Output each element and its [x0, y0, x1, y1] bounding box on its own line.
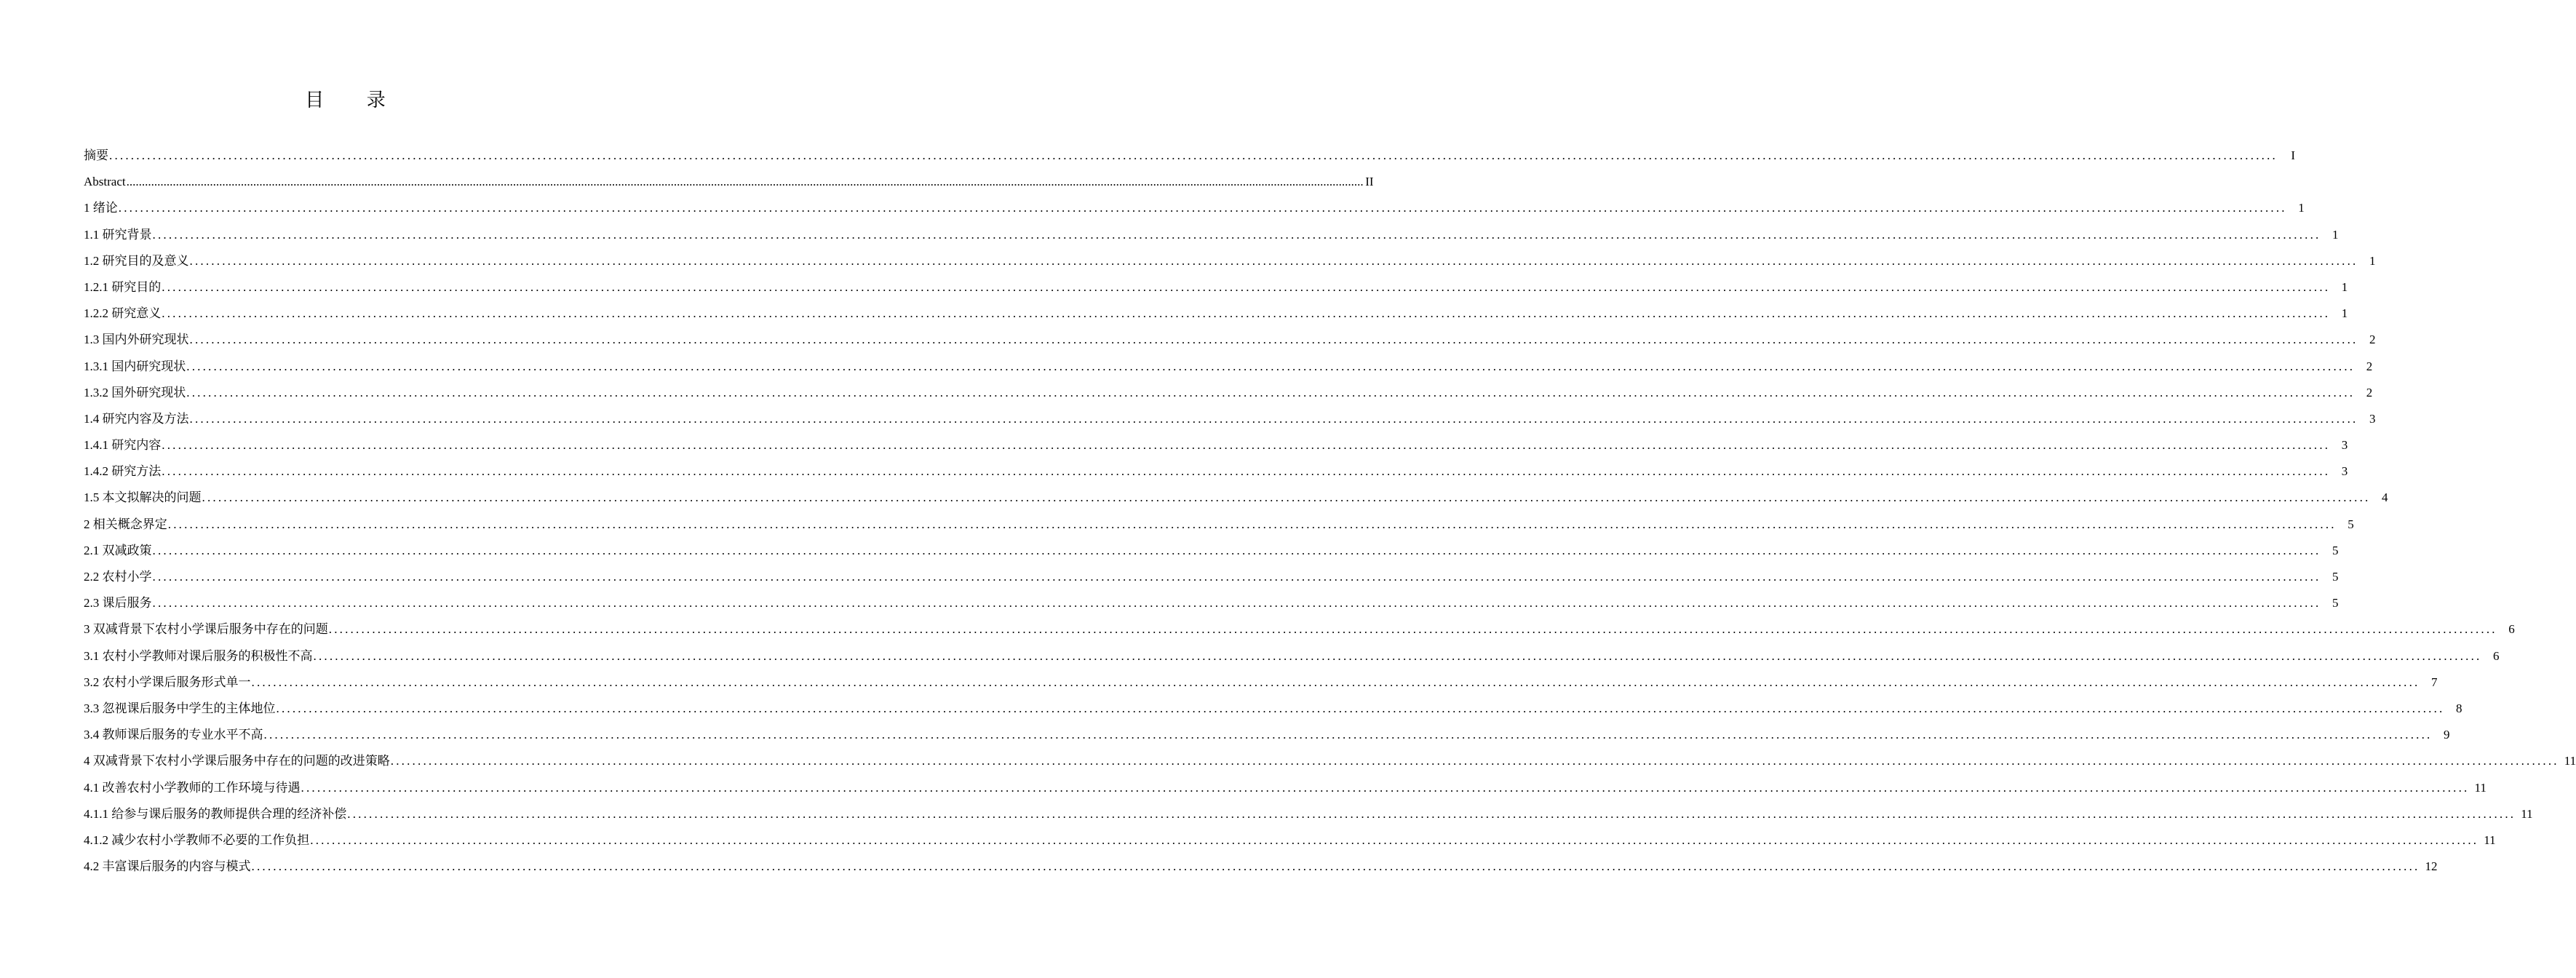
toc-entry-label: 4.1 改善农村小学教师的工作环境与待遇 — [84, 780, 301, 795]
toc-entry-page: 12 — [2425, 859, 2438, 874]
toc-entry-label: 4 双减背景下农村小学课后服务中存在的问题的改进策略 — [84, 754, 390, 768]
dot-leader: ................................................................................................................................................................................................................................................................................................................................................................................................................ — [251, 859, 2420, 874]
toc-entry-label: 2.2 农村小学 — [84, 570, 152, 584]
dot-leader: ................................................................................................................................................................................................................................................................................................................................................................................................................ — [152, 596, 2321, 611]
toc-entry[interactable] — [84, 143, 2295, 169]
dot-leader: ................................................................................................................................................................................................................................................................................................................................................................................................................ — [189, 333, 2358, 347]
toc-entry-page: 5 — [2332, 570, 2339, 584]
dot-leader: ................................................................................................................................................................................................................................................................................................................................................................................................................ — [347, 806, 2516, 821]
dot-leader: ................................................................................................................................................................................................................................................................................................................................................................................................................ — [162, 306, 2331, 321]
toc-entry[interactable] — [84, 458, 2348, 485]
dot-leader: ................................................................................................................................................................................................................................................................................................................................................................................................................ — [251, 675, 2420, 689]
toc-entry-label: 1.1 研究背景 — [84, 227, 152, 242]
dot-leader: ................................................................................................................................................................................................................................................................................................................................................................................................................ — [390, 754, 2559, 768]
toc-entry[interactable] — [84, 485, 2388, 511]
toc-entry-page: 5 — [2332, 596, 2339, 611]
toc-entry-page: 1 — [2332, 227, 2339, 242]
toc-entry-label: 摘要 — [84, 148, 108, 162]
dot-leader: ................................................................................................................................................................................................................................................................................................................................................................................................................ — [189, 253, 2358, 268]
dot-leader: ................................................................................................................................................................................................................................................................................................................................................................................................................ — [167, 517, 2337, 531]
toc-entry[interactable] — [84, 538, 2339, 564]
dot-leader: ................................................................................................................................................................................................................................................................................................................................................................................................................ — [328, 622, 2497, 637]
toc-entry[interactable] — [84, 195, 2305, 221]
toc-entry-page: 11 — [2474, 780, 2486, 795]
toc-entry[interactable] — [84, 222, 2339, 248]
page-title: 目 录 — [305, 90, 405, 111]
toc-entry-page: 3 — [2341, 464, 2348, 479]
toc-entry-page: 11 — [2564, 754, 2576, 768]
toc-entry-page: 1 — [2298, 201, 2305, 215]
dot-leader: ................................................................................................................................................................................................................................................................................................................................................................................................................ — [186, 359, 2356, 373]
toc-entry-page: 8 — [2456, 701, 2462, 715]
toc-entry-page: I — [2291, 148, 2295, 162]
toc-entry-label: 1.4.2 研究方法 — [84, 464, 162, 479]
toc-entry-page: 11 — [2521, 806, 2533, 821]
toc-entry[interactable] — [84, 616, 2515, 643]
dot-leader: ................................................................................................................................................................................................................................................................................................................................................................................................................ — [313, 648, 2482, 663]
toc-entry-page: 2 — [2369, 333, 2376, 347]
toc-entry-page: 11 — [2484, 832, 2496, 847]
toc-entry-label: 3 双减背景下农村小学课后服务中存在的问题 — [84, 622, 328, 637]
toc-entry[interactable] — [84, 801, 2533, 827]
toc-entry[interactable] — [84, 432, 2348, 458]
toc-entry-label: 4.1.2 减少农村小学教师不必要的工作负担 — [84, 832, 310, 847]
toc-entry[interactable] — [84, 643, 2500, 669]
toc-entry[interactable] — [84, 854, 2438, 880]
dot-leader: ................................................................................................................................................................................................................................................................................................................................................................................................................ — [263, 728, 2433, 742]
dot-leader: ................................................................................................................................................................................................................................................................................................................................................................................................................ — [162, 464, 2331, 479]
toc-entry-label: 4.1.1 给参与课后服务的教师提供合理的经济补偿 — [84, 806, 347, 821]
toc-entry[interactable] — [84, 354, 2373, 380]
toc-entry-label: 1.2.2 研究意义 — [84, 306, 162, 321]
toc-entry-page: 1 — [2341, 306, 2348, 321]
toc-entry[interactable] — [84, 274, 2348, 301]
toc-entry[interactable] — [84, 248, 2376, 274]
toc-entry[interactable] — [84, 669, 2438, 696]
dot-leader: ................................................................................................................................................................................................................................................................................................................................................................................................................ — [152, 227, 2321, 242]
dot-leader: ................................................................................................................................................................................................................................................................................................................................................................................................................ — [276, 701, 2445, 715]
toc-entry-label: 3.4 教师课后服务的专业水平不高 — [84, 728, 263, 742]
dot-leader: ................................................................................................................................................................................................................................................................................................................................................................................................................ — [189, 411, 2358, 426]
dot-leader: ................................................................................................................................................................................................................................................................................................................................................................................................................ — [152, 543, 2321, 557]
toc-entry-page: II — [1365, 175, 1374, 189]
dot-leader: ................................................................................................................................................................................................................................................................................................................................................................................................................ — [109, 148, 2278, 162]
toc-entry-page: 2 — [2366, 385, 2373, 399]
toc-entry-label: Abstract — [84, 175, 126, 189]
toc-entry-page: 4 — [2382, 490, 2388, 505]
dot-leader: ................................................................................................................................................................................................................................................................................................................................................................................................................ — [186, 385, 2356, 399]
toc-entry-label: 1 绪论 — [84, 201, 118, 215]
toc-entry[interactable] — [84, 590, 2339, 616]
toc-entry-page: 3 — [2341, 438, 2348, 453]
toc-entry-label: 2.1 双减政策 — [84, 543, 152, 557]
dot-leader: ................................................................................................................................................................................................................................................................................................................................................................................................................ — [126, 175, 1364, 189]
toc-entry-label: 3.1 农村小学教师对课后服务的积极性不高 — [84, 648, 313, 663]
toc-entry[interactable] — [84, 169, 1374, 195]
toc-entry[interactable] — [84, 775, 2486, 801]
dot-leader: ................................................................................................................................................................................................................................................................................................................................................................................................................ — [162, 438, 2331, 453]
toc-entry-label: 2 相关概念界定 — [84, 517, 167, 531]
toc-entry-page: 1 — [2341, 279, 2348, 294]
toc-entry-page: 3 — [2369, 411, 2376, 426]
toc-entry[interactable] — [84, 512, 2354, 538]
toc-entry-page: 5 — [2332, 543, 2339, 557]
toc-entry-label: 1.2.1 研究目的 — [84, 279, 162, 294]
toc-entry[interactable] — [84, 748, 2576, 774]
toc-entry-label: 1.3.2 国外研究现状 — [84, 385, 186, 399]
dot-leader: ................................................................................................................................................................................................................................................................................................................................................................................................................ — [152, 570, 2321, 584]
toc-entry-label: 1.4.1 研究内容 — [84, 438, 162, 453]
toc-entry-label: 2.3 课后服务 — [84, 596, 152, 611]
toc-entry-label: 1.4 研究内容及方法 — [84, 411, 189, 426]
toc-entry[interactable] — [84, 696, 2462, 722]
toc-entry[interactable] — [84, 406, 2376, 432]
toc-entry-page: 6 — [2493, 648, 2500, 663]
toc-entry-label: 4.2 丰富课后服务的内容与模式 — [84, 859, 251, 874]
table-of-contents — [84, 143, 2576, 880]
toc-entry[interactable] — [84, 564, 2339, 590]
toc-entry-label: 3.3 忽视课后服务中学生的主体地位 — [84, 701, 276, 715]
toc-entry-page: 6 — [2508, 622, 2515, 637]
dot-leader: ................................................................................................................................................................................................................................................................................................................................................................................................................ — [202, 490, 2371, 505]
toc-entry[interactable] — [84, 380, 2373, 406]
dot-leader: ................................................................................................................................................................................................................................................................................................................................................................................................................ — [162, 279, 2331, 294]
toc-entry[interactable] — [84, 827, 2496, 854]
dot-leader: ................................................................................................................................................................................................................................................................................................................................................................................................................ — [301, 780, 2470, 795]
dot-leader: ................................................................................................................................................................................................................................................................................................................................................................................................................ — [310, 832, 2479, 847]
toc-entry-page: 1 — [2369, 253, 2376, 268]
toc-entry-page: 2 — [2366, 359, 2373, 373]
toc-entry-label: 1.2 研究目的及意义 — [84, 253, 189, 268]
toc-entry-label: 1.3.1 国内研究现状 — [84, 359, 186, 373]
toc-entry-page: 7 — [2431, 675, 2438, 689]
toc-entry-label: 1.5 本文拟解决的问题 — [84, 490, 202, 505]
toc-entry[interactable] — [84, 327, 2376, 353]
toc-entry-page: 5 — [2348, 517, 2354, 531]
toc-entry-label: 1.3 国内外研究现状 — [84, 333, 189, 347]
toc-entry-label: 3.2 农村小学课后服务形式单一 — [84, 675, 251, 689]
toc-entry[interactable] — [84, 301, 2348, 327]
dot-leader: ................................................................................................................................................................................................................................................................................................................................................................................................................ — [118, 201, 2287, 215]
toc-entry[interactable] — [84, 722, 2450, 748]
toc-entry-page: 9 — [2444, 728, 2450, 742]
